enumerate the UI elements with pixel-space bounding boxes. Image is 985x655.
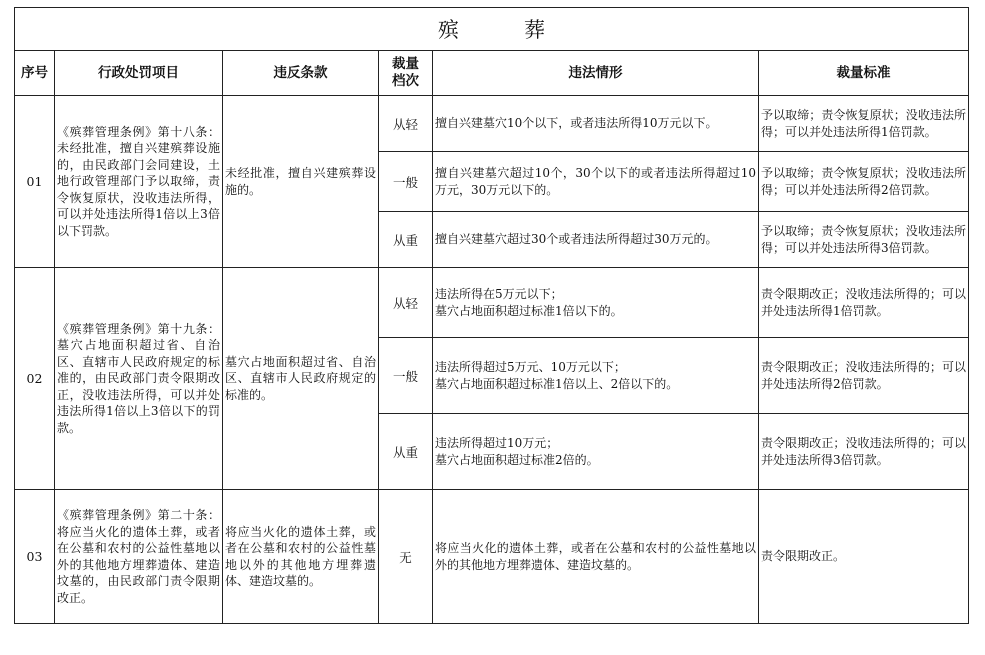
standard-cell: 责令限期改正；没收违法所得的；可以并处违法所得1倍罚款。 (759, 268, 969, 338)
violated-clause: 未经批准，擅自兴建殡葬设施的。 (223, 96, 379, 268)
standard-cell: 予以取缔；责令恢复原状；没收违法所得；可以并处违法所得2倍罚款。 (759, 152, 969, 212)
level-cell: 从轻 (379, 268, 433, 338)
standard-cell: 责令限期改正；没收违法所得的；可以并处违法所得2倍罚款。 (759, 338, 969, 414)
standard-cell: 予以取缔；责令恢复原状；没收违法所得；可以并处违法所得1倍罚款。 (759, 96, 969, 152)
table-row (15, 96, 969, 152)
row-number: 01 (15, 96, 55, 268)
row-number: 02 (15, 268, 55, 490)
standard-cell: 予以取缔；责令恢复原状；没收违法所得；可以并处违法所得3倍罚款。 (759, 212, 969, 268)
table-title: 殡 葬 (15, 8, 969, 51)
situation-line: 违法所得在5万元以下； (435, 287, 563, 301)
standard-cell: 责令限期改正。 (759, 490, 969, 624)
violated-clause: 墓穴占地面积超过省、自治区、直辖市人民政府规定的标准的。 (223, 268, 379, 490)
row-number: 03 (15, 490, 55, 624)
situation-line: 违法所得超过10万元； (435, 436, 559, 450)
level-cell: 从重 (379, 414, 433, 490)
header-clause: 违反条款 (223, 51, 379, 96)
table-row (15, 490, 969, 624)
header-seq: 序号 (15, 51, 55, 96)
situation-line: 墓穴占地面积超过标准2倍的。 (435, 452, 599, 467)
penalty-table-container (14, 7, 969, 624)
title-row (15, 8, 969, 51)
penalty-item: 《殡葬管理条例》第十八条：未经批准，擅自兴建殡葬设施的，由民政部门会同建设，土地行政管理部门予以取缔，责令恢复原状，没收违法所得，可以并处违法所得1倍以上3倍以下罚款。 (55, 96, 223, 268)
situation-cell: 擅自兴建墓穴超过30个或者违法所得超过30万元的。 (433, 212, 759, 268)
level-cell: 无 (379, 490, 433, 624)
situation-line: 墓穴占地面积超过标准1倍以上、2倍以下的。 (435, 376, 679, 391)
situation-cell (433, 338, 759, 414)
violated-clause: 将应当火化的遗体土葬，或者在公墓和农村的公益性墓地以外的其他地方埋葬遗体、建造坟墓的。 (223, 490, 379, 624)
penalty-discretion-table (14, 7, 969, 624)
standard-cell: 责令限期改正；没收违法所得的；可以并处违法所得3倍罚款。 (759, 414, 969, 490)
situation-cell: 擅自兴建墓穴10个以下，或者违法所得10万元以下。 (433, 96, 759, 152)
level-cell: 从轻 (379, 96, 433, 152)
header-level-text: 裁量档次 (392, 56, 419, 89)
situation-cell (433, 268, 759, 338)
level-cell: 从重 (379, 212, 433, 268)
header-item: 行政处罚项目 (55, 51, 223, 96)
situation-cell: 将应当火化的遗体土葬，或者在公墓和农村的公益性墓地以外的其他地方埋葬遗体、建造坟墓的。 (433, 490, 759, 624)
situation-cell: 擅自兴建墓穴超过10个，30个以下的或者违法所得超过10万元，30万元以下的。 (433, 152, 759, 212)
level-cell: 一般 (379, 152, 433, 212)
header-situation: 违法情形 (433, 51, 759, 96)
penalty-item: 《殡葬管理条例》第二十条：将应当火化的遗体土葬，或者在公墓和农村的公益性墓地以外的其他地方埋葬遗体、建造坟墓的，由民政部门责令限期改正。 (55, 490, 223, 624)
header-row (15, 51, 969, 96)
situation-cell (433, 414, 759, 490)
level-cell: 一般 (379, 338, 433, 414)
penalty-item: 《殡葬管理条例》第十九条：墓穴占地面积超过省、自治区、直辖市人民政府规定的标准的，由民政部门责令限期改正，没收违法所得，可以并处违法所得1倍以上3倍以下的罚款。 (55, 268, 223, 490)
situation-line: 墓穴占地面积超过标准1倍以下的。 (435, 303, 623, 318)
header-level (379, 51, 433, 96)
table-row (15, 268, 969, 338)
header-standard: 裁量标准 (759, 51, 969, 96)
situation-line: 违法所得超过5万元、10万元以下； (435, 360, 626, 374)
